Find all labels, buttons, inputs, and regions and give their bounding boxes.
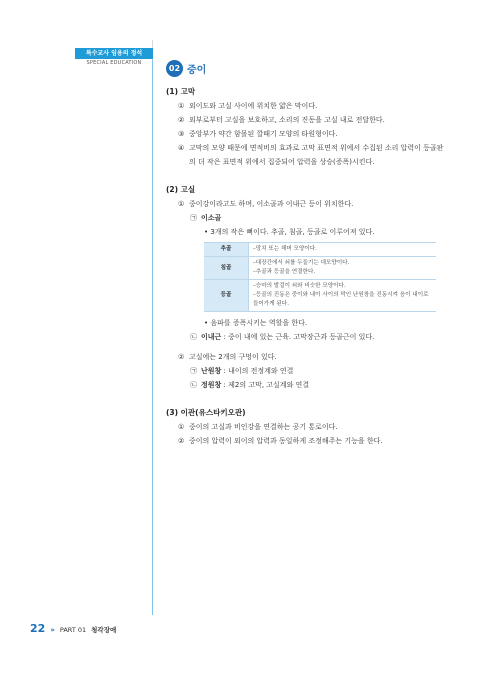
section-title: 중이	[187, 65, 207, 76]
subsection-title-tympanic-cavity: (2) 고실	[166, 185, 196, 194]
table-row	[204, 243, 436, 257]
sub-item-middle-ear-muscles: ㉡ 이내근 : 중이 내에 있는 근육. 고막장근과 등골근이 있다.	[190, 333, 375, 341]
table-key: 등골	[204, 280, 249, 312]
table-row	[204, 257, 436, 280]
subsection-title-eustachian-tube: (3) 이관(유스타키오관)	[166, 408, 246, 417]
list-item: ② 중이의 압력이 외이의 압력과 동일하게 조정해주는 기능을 한다.	[178, 437, 383, 445]
table-cell: –승마의 발걸이 쇠와 비슷한 모양이다. –등골의 진동은 중이와 내이 사이의 막인 난원창을 진동시켜 음이 내이로 들어가게 된다.	[249, 280, 437, 312]
list-item: ② 외부로부터 고실을 보호하고, 소리의 진동을 고실 내로 전달한다.	[178, 116, 385, 124]
book-subtitle: SPECIAL EDUCATION	[86, 60, 142, 66]
list-item: ② 고실에는 2개의 구멍이 있다.	[178, 353, 277, 361]
part-name: 청각장애	[91, 626, 117, 634]
page-footer	[30, 622, 116, 635]
list-item: ① 외이도와 고실 사이에 위치한 얇은 막이다.	[178, 102, 318, 110]
section-number-badge: 02	[166, 60, 183, 77]
section-heading	[166, 60, 206, 77]
sub-item-ossicles: ㉠ 이소골	[190, 214, 222, 222]
list-item: ③ 중앙부가 약간 함몰된 깔때기 모양의 타원형이다.	[178, 130, 338, 138]
list-item: ① 중이강이라고도 하며, 이소골과 이내근 등이 위치한다.	[178, 200, 354, 208]
side-rule	[152, 60, 153, 615]
sub-item-round-window: ㉡ 정원창 : 제2의 고막, 고실계와 연결	[190, 381, 310, 389]
bullet-text: • 3개의 작은 뼈이다. 추골, 침골, 등골로 이루어져 있다.	[204, 228, 375, 236]
table-key: 침골	[204, 257, 249, 280]
ossicles-table	[204, 242, 436, 312]
table-cell: –대장간에서 쇠를 두들기는 대모양이다. –추골과 등골을 연결한다.	[249, 257, 437, 280]
table-cell: –망치 또는 해머 모양이다.	[249, 243, 437, 257]
chevron-right-icon: »	[50, 626, 55, 634]
page-number: 22	[30, 622, 46, 635]
book-title-badge: 특수교사 임용의 정석	[75, 48, 153, 59]
subsection-title-eardrum: (1) 고막	[166, 87, 196, 96]
table-key: 추골	[204, 243, 249, 257]
list-item: ① 중이의 고실과 비인강을 연결하는 공기 통로이다.	[178, 423, 338, 431]
main-content	[166, 83, 446, 448]
part-label: PART 01	[59, 626, 87, 634]
table-row	[204, 280, 436, 312]
sub-item-oval-window: ㉠ 난원창 : 내이의 전정계와 연결	[190, 367, 294, 375]
bullet-text: • 음파를 증폭시키는 역할을 한다.	[204, 319, 308, 327]
list-item: ④ 고막의 모양 때문에 면적비의 효과로 고막 표면적 위에서 수집된 소리 압력이 등골판의 더 작은 표면적 위에서 집중되어 압력을 상승(증폭)시킨다.	[178, 144, 444, 166]
